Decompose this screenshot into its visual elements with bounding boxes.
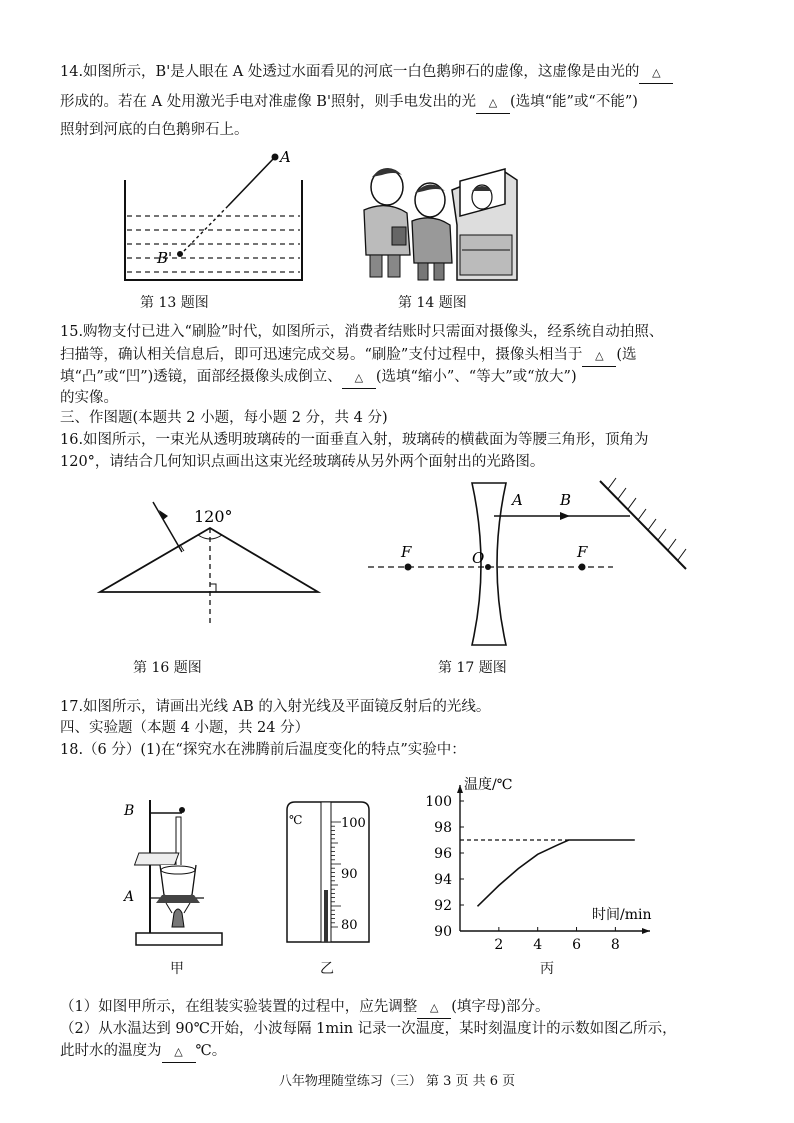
figure-17 [368,475,698,650]
q18-line1: 18.（6 分）(1)在“探究水在沸腾前后温度变化的特点”实验中： [60,742,466,758]
q14-line2: 形成的。若在 A 处用激光手电对准虚像 B'照射，则手电发出的光 △ (选填“能”或“不能”) [60,92,638,114]
fig-jia-caption: 甲 [170,961,184,977]
figure-13 [120,150,310,285]
q18-part1: （1）如图甲所示，在组装实验装置的过程中，应先调整 △ (填字母)部分。 [60,997,550,1019]
section-4-heading: 四、实验题（本题 4 小题，共 24 分） [60,720,310,736]
x-tick-label: 4 [533,937,543,953]
x-tick-label: 8 [610,937,620,953]
optical-center-label: O [472,549,485,567]
y-tick-label: 96 [434,846,452,862]
x-tick-label: 2 [494,937,504,953]
q17-text: 17.如图所示，请画出光线 AB 的入射光线及平面镜反射后的光线。 [60,699,491,715]
section-3-heading: 三、作图题(本题共 2 小题，每小题 2 分，共 4 分) [60,410,388,426]
x-tick-label: 6 [572,937,581,953]
y-axis-label: 温度/℃ [464,777,513,793]
figure-yi-thermometer [285,800,375,950]
q14-line1: 14.如图所示，B'是人眼在 A 处透过水面看见的河底一白色鹅卵石的虚像，这虚像是由光的 △ [60,62,673,84]
answer-blank[interactable]: △ [417,998,451,1019]
x-axis-label: 时间/min [592,907,652,923]
y-tick-label: 90 [434,924,452,940]
y-axis-arrow [457,785,463,793]
temperature-curve [477,840,634,906]
answer-blank[interactable]: △ [639,63,673,84]
y-tick-label: 92 [434,898,452,914]
figure-bing-chart [420,775,670,953]
fig16-caption: 第 16 题图 [133,660,202,676]
y-tick-label: 94 [434,872,452,888]
fig-bing-caption: 丙 [540,961,554,977]
q15-line4: 的实像。 [60,390,118,406]
q16-line1: 16.如图所示，一束光从透明玻璃砖的一面垂直入射，玻璃砖的横截面为等腰三角形，顶角为 [60,432,649,448]
q18-part2-line2: 此时水的温度为 △ ℃。 [60,1041,226,1063]
x-axis-arrow [642,928,650,934]
label-b-prime: B' [157,249,173,267]
focus-left-label: F [401,543,412,561]
label-b: B [560,491,572,509]
label-a: A [280,148,291,166]
label-a: A [124,889,135,905]
figure-jia-apparatus [120,795,230,950]
tick-100: 100 [341,816,366,831]
focus-right-label: F [577,543,588,561]
q15-line2: 扫描等，确认相关信息后，即可迅速完成交易。“刷脸”支付过程中，摄像头相当于 △ (选 [60,345,637,367]
unit-label: ℃ [289,813,303,827]
answer-blank[interactable]: △ [582,346,616,367]
q15-line1: 15.购物支付已进入“刷脸”时代，如图所示，消费者结账时只需面对摄像头，经系统自动拍照、 [60,324,664,340]
apex-angle-label: 120° [194,507,233,526]
fig17-caption: 第 17 题图 [438,660,507,676]
label-a: A [512,491,523,509]
figure-16 [98,498,323,628]
fig14-caption: 第 14 题图 [398,295,467,311]
figure-14-illustration [352,155,532,285]
page-footer: 八年物理随堂练习（三） 第 3 页 共 6 页 [278,1074,516,1089]
label-b: B [124,803,135,819]
tick-90: 90 [341,867,358,882]
answer-blank[interactable]: △ [476,93,510,114]
q16-line2: 120°，请结合几何知识点画出这束光经玻璃砖从另外两个面射出的光路图。 [60,454,545,470]
answer-blank[interactable]: △ [342,368,376,389]
tick-80: 80 [341,918,358,933]
fig-yi-caption: 乙 [320,961,334,977]
y-tick-label: 98 [434,820,452,836]
q15-line3: 填“凸”或“凹”)透镜，面部经摄像头成倒立、 △ (选填“缩小”、“等大”或“放大”) [60,367,577,389]
q18-part2-line1: （2）从水温达到 90℃开始，小波每隔 1min 记录一次温度，某时刻温度计的示数如图乙所示， [60,1021,677,1037]
y-tick-label: 100 [425,794,452,810]
fig13-caption: 第 13 题图 [140,295,209,311]
q14-line3: 照射到河底的白色鹅卵石上。 [60,122,249,138]
answer-blank[interactable]: △ [162,1042,196,1063]
